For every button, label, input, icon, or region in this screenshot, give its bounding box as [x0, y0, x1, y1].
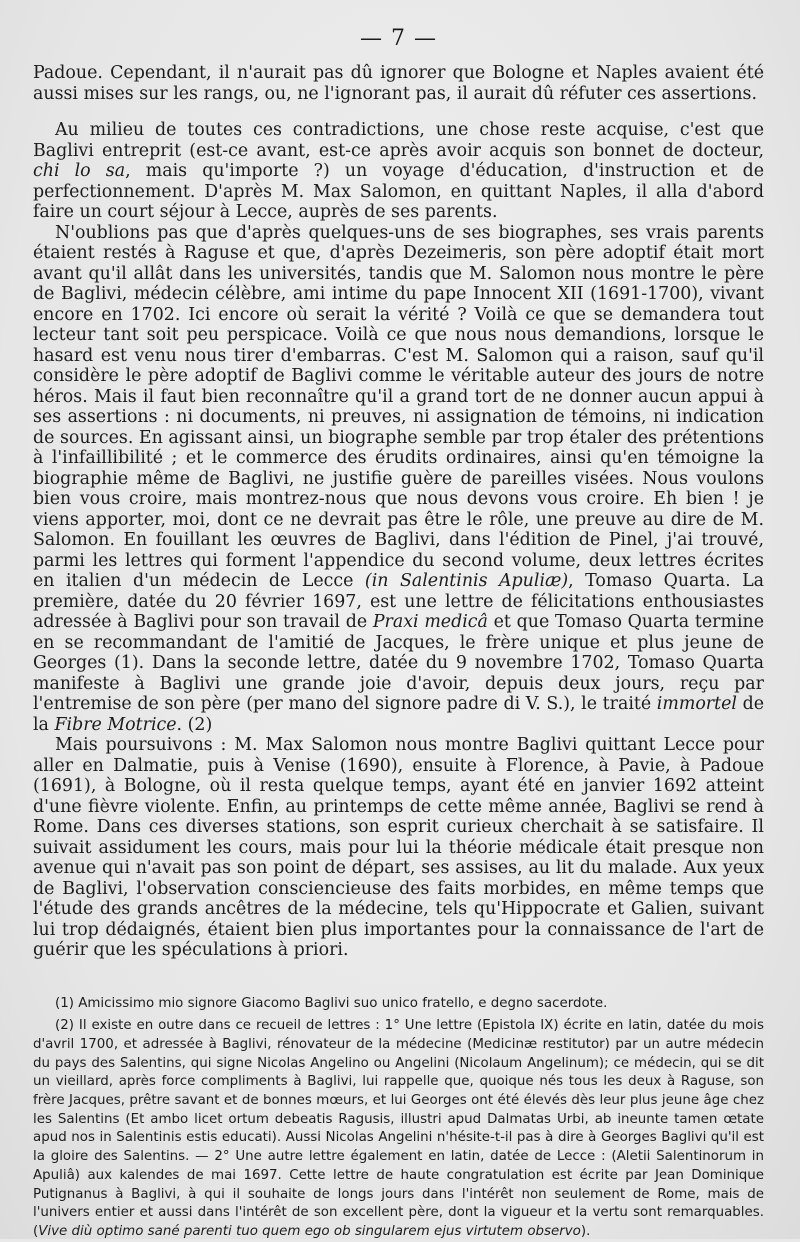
main-text [33, 63, 764, 961]
paragraph-3-part-b: , Tomaso Quarta. La première, datée du 20 février 1697, est une lettre de félicitations enthousiastes adressée à Baglivi pour son travail de [33, 571, 764, 632]
page-number: — 7 — [360, 26, 437, 51]
paragraph-3-part-e: . (2) [176, 714, 213, 735]
footnote-2-part-b: ). [580, 1223, 591, 1239]
paragraph-2-part-b: , mais qu'importe ?) un voyage d'éducation, d'instruction et de perfectionnement. D'après M. Max Salomon, en quittant Naples, il alla d'abord faire un court séjour à Lecce, auprès de ses parents. [33, 161, 764, 222]
footnote-2 [33, 1017, 764, 1241]
footnote-2-part-a: (2) Il existe en outre dans ce recueil de lettres : 1° Une lettre (Epistola IX) écrite en latin, datée du mois d'avril 1700, et adressée à Baglivi, rénovateur de la médecine (Medicinæ restitutor) par un autre médecin du pays des Salentins, qui signe Nicolas Angelino ou Angelini (Nicolaum Angelinum); ce médecin, qui se dit un vieillard, après force compliments à Baglivi, lui rappelle que, quoique nés tous les deux à Raguse, son frère Jacques, prêtre savant et de bonnes mœurs, et lui Georges ont été élevés dès leur plus jeune âge chez les Salentins (Et ambo licet ortum debeatis Ragusis, illustri apud Dalmatas Urbi, ab ineunte tamen œtate apud nos in Salentinis estis educati). Aussi Nicolas Angelini n'hésite-t-il pas à dire à Georges Baglivi qu'il est la gloire des Salentins. — 2° Une autre lettre également en latin, datée de Lecce : (Aletii Salentinorum in Apuliâ) aux kalendes de mai 1697. Cette lettre de haute congratulation est écrite par Jean Dominique Putignanus à Baglivi, à qui il souhaite de longs jours dans l'intérêt non seulement de Rome, mais de l'univers entier et aussi dans l'intérêt de son excellent père, dont la vigueur et la vertu sont remarquables. ( [33, 1018, 764, 1239]
footnotes [33, 995, 764, 1242]
italic-in-salentinis: (in Salentinis Apuliæ) [364, 571, 569, 591]
italic-chi-lo-sa: chi lo sa [33, 161, 126, 181]
italic-fibre-motrice: Fibre Motrice [54, 714, 177, 735]
italic-praxi-medica: Praxi medicâ [372, 612, 488, 632]
italic-vive-diu: Vive diù optimo sané parenti tuo quem ego ob singularem ejus virtutem observo [38, 1223, 581, 1239]
paragraph-3-part-c: et que Tomaso Quarta termine en se recommandant de l'amitié de Jacques, le frère unique et plus jeune de Georges (1). Dans la seconde lettre, datée du 9 novembre 1702, Tomaso Quarta manifeste à Baglivi une grande joie d'avoir, depuis deux jours, reçu par l'entremise de son père (per mano del signore padre di V. S.), le traité [33, 612, 764, 714]
paragraph-2-part-a: Au milieu de toutes ces contradictions, une chose reste acquise, c'est que Baglivi entreprit (est-ce avant, est-ce après avoir acquis son bonnet de docteur, [33, 120, 764, 161]
paragraph-2 [33, 120, 764, 223]
paragraph-3-part-d: de la [33, 694, 765, 735]
paragraph-3-part-a: N'oublions pas que d'après quelques-uns de ses biographes, ses vrais parents étaient restés à Raguse et que, d'après Dezeimeris, son père adoptif était mort avant qu'il allât dans les universités, tandis que M. Salomon nous montre le père de Baglivi, médecin célèbre, ami intime du pape Innocent XII (1691-1700), vivant encore en 1702. Ici encore où serait la vérité ? Voilà ce que se demandera tout lecteur tant soit peu perspicace. Voilà ce que nous nous demandions, lorsque le hasard est venu nous tirer d'embarras. C'est M. Salomon qui a raison, sauf qu'il considère le père adoptif de Baglivi comme le véritable auteur des jours de notre héros. Mais il faut bien reconnaître qu'il a grand tort de ne donner aucun appui à ses assertions : ni documents, ni preuves, ni assignation de témoins, ni indication de sources. En agissant ainsi, un biographe semble par trop étaler des prétentions à l'infaillibilité ; et le commerce des érudits ordinaires, ainsi qu'en témoigne la biographie même de Baglivi, ne justifie guère de pareilles visées. Nous voulons bien vous croire, mais montrez-nous que nous devons vous croire. Eh bien ! je viens apporter, moi, dont ce ne devrait pas être le rôle, une preuve au dire de M. Salomon. En fouillant les œuvres de Baglivi, dans l'édition de Pinel, j'ai trouvé, parmi les lettres qui forment l'appendice du second volume, deux lettres écrites en italien d'un médecin de Lecce [33, 222, 764, 591]
footnote-1: (1) Amicissimo mio signore Giacomo Baglivi suo unico fratello, e degno sacerdote. [55, 995, 608, 1011]
paragraph-4: Mais poursuivons : M. Max Salomon nous montre Baglivi quittant Lecce pour aller en Dalmatie, puis à Venise (1690), ensuite à Florence, à Pavie, à Padoue (1691), à Bologne, où il resta quelque temps, ayant été en janvier 1692 atteint d'une fièvre violente. Enfin, au printemps de cette même année, Baglivi se rend à Rome. Dans ces diverses stations, son esprit curieux cherchait à se satisfaire. Il suivait assidument les cours, mais pour lui la théorie médicale était presque non avenue qui n'avait pas son point de départ, ses assises, au lit du malade. Aux yeux de Baglivi, l'observation consciencieuse des faits morbides, en même temps que l'étude des grands ancêtres de la médecine, tels qu'Hippocrate et Galien, suivant lui trop dédaignés, étaient bien plus importantes pour la connaissance de l'art de guérir que les spéculations à priori. [33, 735, 764, 960]
paragraph-1: Padoue. Cependant, il n'aurait pas dû ignorer que Bologne et Naples avaient été aussi mises sur les rangs, ou, ne l'ignorant pas, il aurait dû réfuter ces assertions. [33, 63, 764, 104]
paragraph-3 [33, 223, 764, 736]
italic-immortel: immortel [656, 694, 737, 714]
